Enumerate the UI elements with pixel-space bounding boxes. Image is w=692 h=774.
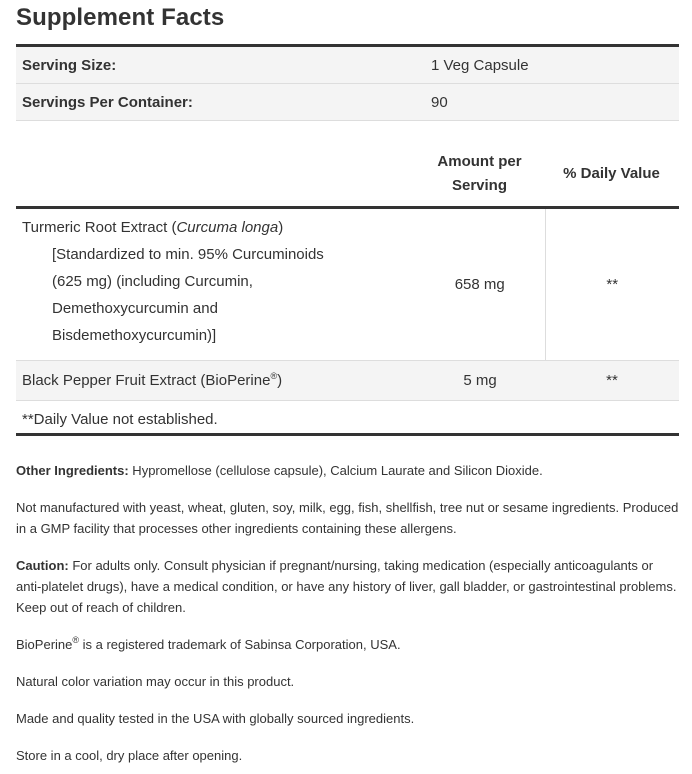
serving-size-value: 1 Veg Capsule [431, 47, 679, 84]
ingredient-detail: Bisdemethoxycurcumin)] [52, 327, 217, 344]
caution-label: Caution: [16, 558, 69, 573]
page-title: Supplement Facts [16, 4, 225, 31]
ingredient-row [16, 209, 679, 361]
bottom-rule [16, 433, 679, 436]
storage-note: Store in a cool, dry place after opening. [16, 748, 243, 763]
amount-header-line2: Serving [451, 177, 508, 194]
footnote-row [16, 401, 679, 438]
ingredient-detail: [Standardized to min. 95% Curcuminoids [52, 246, 324, 263]
other-ingredients [16, 460, 679, 481]
ingredient-daily-value: ** [545, 361, 679, 401]
servings-per-container-label: Servings Per Container: [16, 84, 431, 121]
ingredient-row [16, 361, 679, 401]
serving-size-row [16, 47, 679, 84]
allergen-statement: Not manufactured with yeast, wheat, gluten, soy, milk, egg, fish, shellfish, tree nut or sesame ingredients. Produced in a GMP facility that processes other ingredients containing these allergens. [16, 500, 679, 536]
ingredient-amount: 5 mg [415, 361, 545, 401]
caution [16, 555, 679, 618]
ingredient-name: Black Pepper Fruit Extract (BioPerine®) [16, 361, 415, 401]
caution-text: For adults only. Consult physician if pregnant/nursing, taking medication (especially anticoagulants or anti-platelet drugs), have a medical condition, or have any history of liver, gall bladder, or gastrointestinal problems. Keep out of reach of children. [16, 558, 677, 615]
color-variation-note: Natural color variation may occur in this product. [16, 674, 295, 689]
ingredient-table [16, 209, 679, 437]
trademark-notice: BioPerine® is a registered trademark of Sabinsa Corporation, USA. [16, 635, 401, 652]
serving-info [16, 47, 679, 121]
amount-header-line1: Amount per [437, 153, 522, 170]
serving-size-label: Serving Size: [16, 47, 431, 84]
amount-per-serving-header [415, 150, 544, 198]
footnote: **Daily Value not established. [22, 410, 218, 428]
other-ingredients-label: Other Ingredients: [16, 463, 129, 478]
servings-per-container-row [16, 84, 679, 121]
servings-per-container-value: 90 [431, 84, 679, 121]
other-ingredients-text: Hypromellose (cellulose capsule), Calcium Laurate and Silicon Dioxide. [128, 463, 543, 478]
ingredient-daily-value: ** [545, 209, 679, 361]
ingredient-amount: 658 mg [415, 209, 545, 361]
ingredient-detail: Demethoxycurcumin and [52, 300, 218, 317]
column-header [16, 150, 679, 198]
daily-value-header: % Daily Value [563, 165, 660, 182]
ingredient-name: Turmeric Root Extract (Curcuma longa) [Standardized to min. 95% Curcuminoids (625 mg) (including Curcumin, Demethoxycurcumin and Bisdemethoxycurcumin)] [16, 209, 415, 361]
made-in-usa-note: Made and quality tested in the USA with globally sourced ingredients. [16, 711, 415, 726]
ingredient-detail: (625 mg) (including Curcumin, [52, 273, 253, 290]
